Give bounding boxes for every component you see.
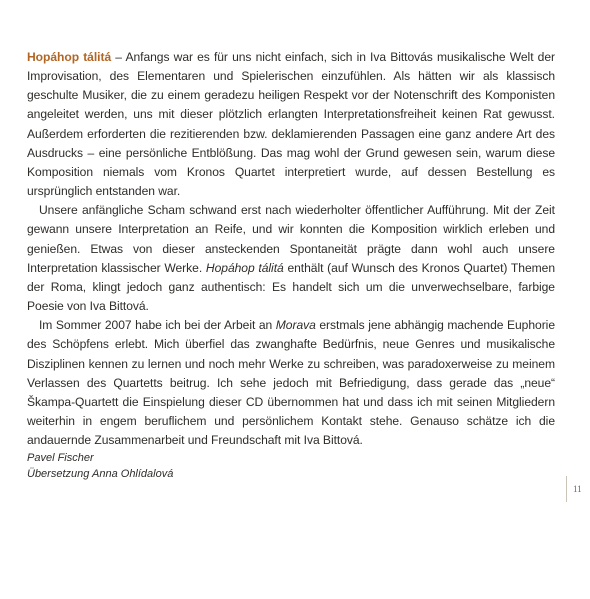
translator-credit: Übersetzung Anna Ohlídalová <box>27 468 174 480</box>
lead-title: Hopáhop tálitá <box>27 50 112 64</box>
paragraph-3-text-before: Im Sommer 2007 habe ich bei der Arbeit an <box>39 318 276 333</box>
page-number-divider <box>566 476 567 502</box>
paragraph-2 <box>27 201 555 316</box>
signature-block <box>27 450 173 482</box>
paragraph-1-text: – Anfangs war es für uns nicht einfach, sich in Iva Bittovás musikalische Welt der Improvisation, des Elementaren und Spielerischen einzufühlen. Als hätten wir als klassisch geschulte Musiker, die zu einem geradezu heiligen Respekt vor der Notenschrift des Komponisten angeleitet werden, uns mit dieser plötzlich erlangten Interpretationsfreiheit keinen Rat gewusst. Außerdem erforderten die rezitierenden bzw. deklamierenden Passagen eine ganz andere Art des Ausdrucks – eine persönliche Entblößung. Das mag wohl der Grund gewesen sein, warum diese Komposition niemals vom Kronos Quartet interpretiert wurde, auf dessen Bestellung es ursprünglich entstanden war. <box>27 50 555 199</box>
paragraph-2-text-after: enthält (auf Wunsch des Kronos Quartet) Themen der Roma, klingt jedoch ganz authentisch: Es handelt sich um die unverwechselbare, farbige Poesie von Iva Bittová. <box>27 260 556 314</box>
author-name: Pavel Fischer <box>27 452 94 464</box>
paragraph-2-text-before: Unsere anfängliche Scham schwand erst nach wiederholter öffentlicher Aufführung. Mit der Zeit gewann unsere Interpretation an Reife, und wir konnten die Komposition wirklich erleben und genießen. Etwas von dieser ansteckenden Spontaneität prägte dann wohl auch unsere Interpretation klassischer Werke. <box>27 203 555 275</box>
page-number: 11 <box>573 484 582 494</box>
paragraph-1 <box>27 48 555 201</box>
paragraph-3-text-after: erstmals jene abhängig machende Euphorie des Schöpfens erlebt. Mich überfiel das zwanghafte Bedürfnis, neue Genres und musikalische Disziplinen kennen zu lernen und noch mehr Werke zu schreiben, was paradoxerweise zu meinem Verlassen des Quartetts beitrug. Ich sehe jedoch mit Befriedigung, dass gerade das „neue“ Škampa-Quartett die Einspielung dieser CD übernommen hat und dass ich mit seinen Mitgliedern weiterhin in engem beruflichem und persönlichem Kontakt stehe. Genauso schätze ich die andauernde Zusammenarbeit und Freundschaft mit Iva Bittová. <box>27 318 555 448</box>
work-title-italic: Morava <box>275 318 316 333</box>
article-body <box>27 48 555 450</box>
work-title-italic: Hopáhop tálitá <box>205 260 284 275</box>
paragraph-3 <box>27 316 555 450</box>
